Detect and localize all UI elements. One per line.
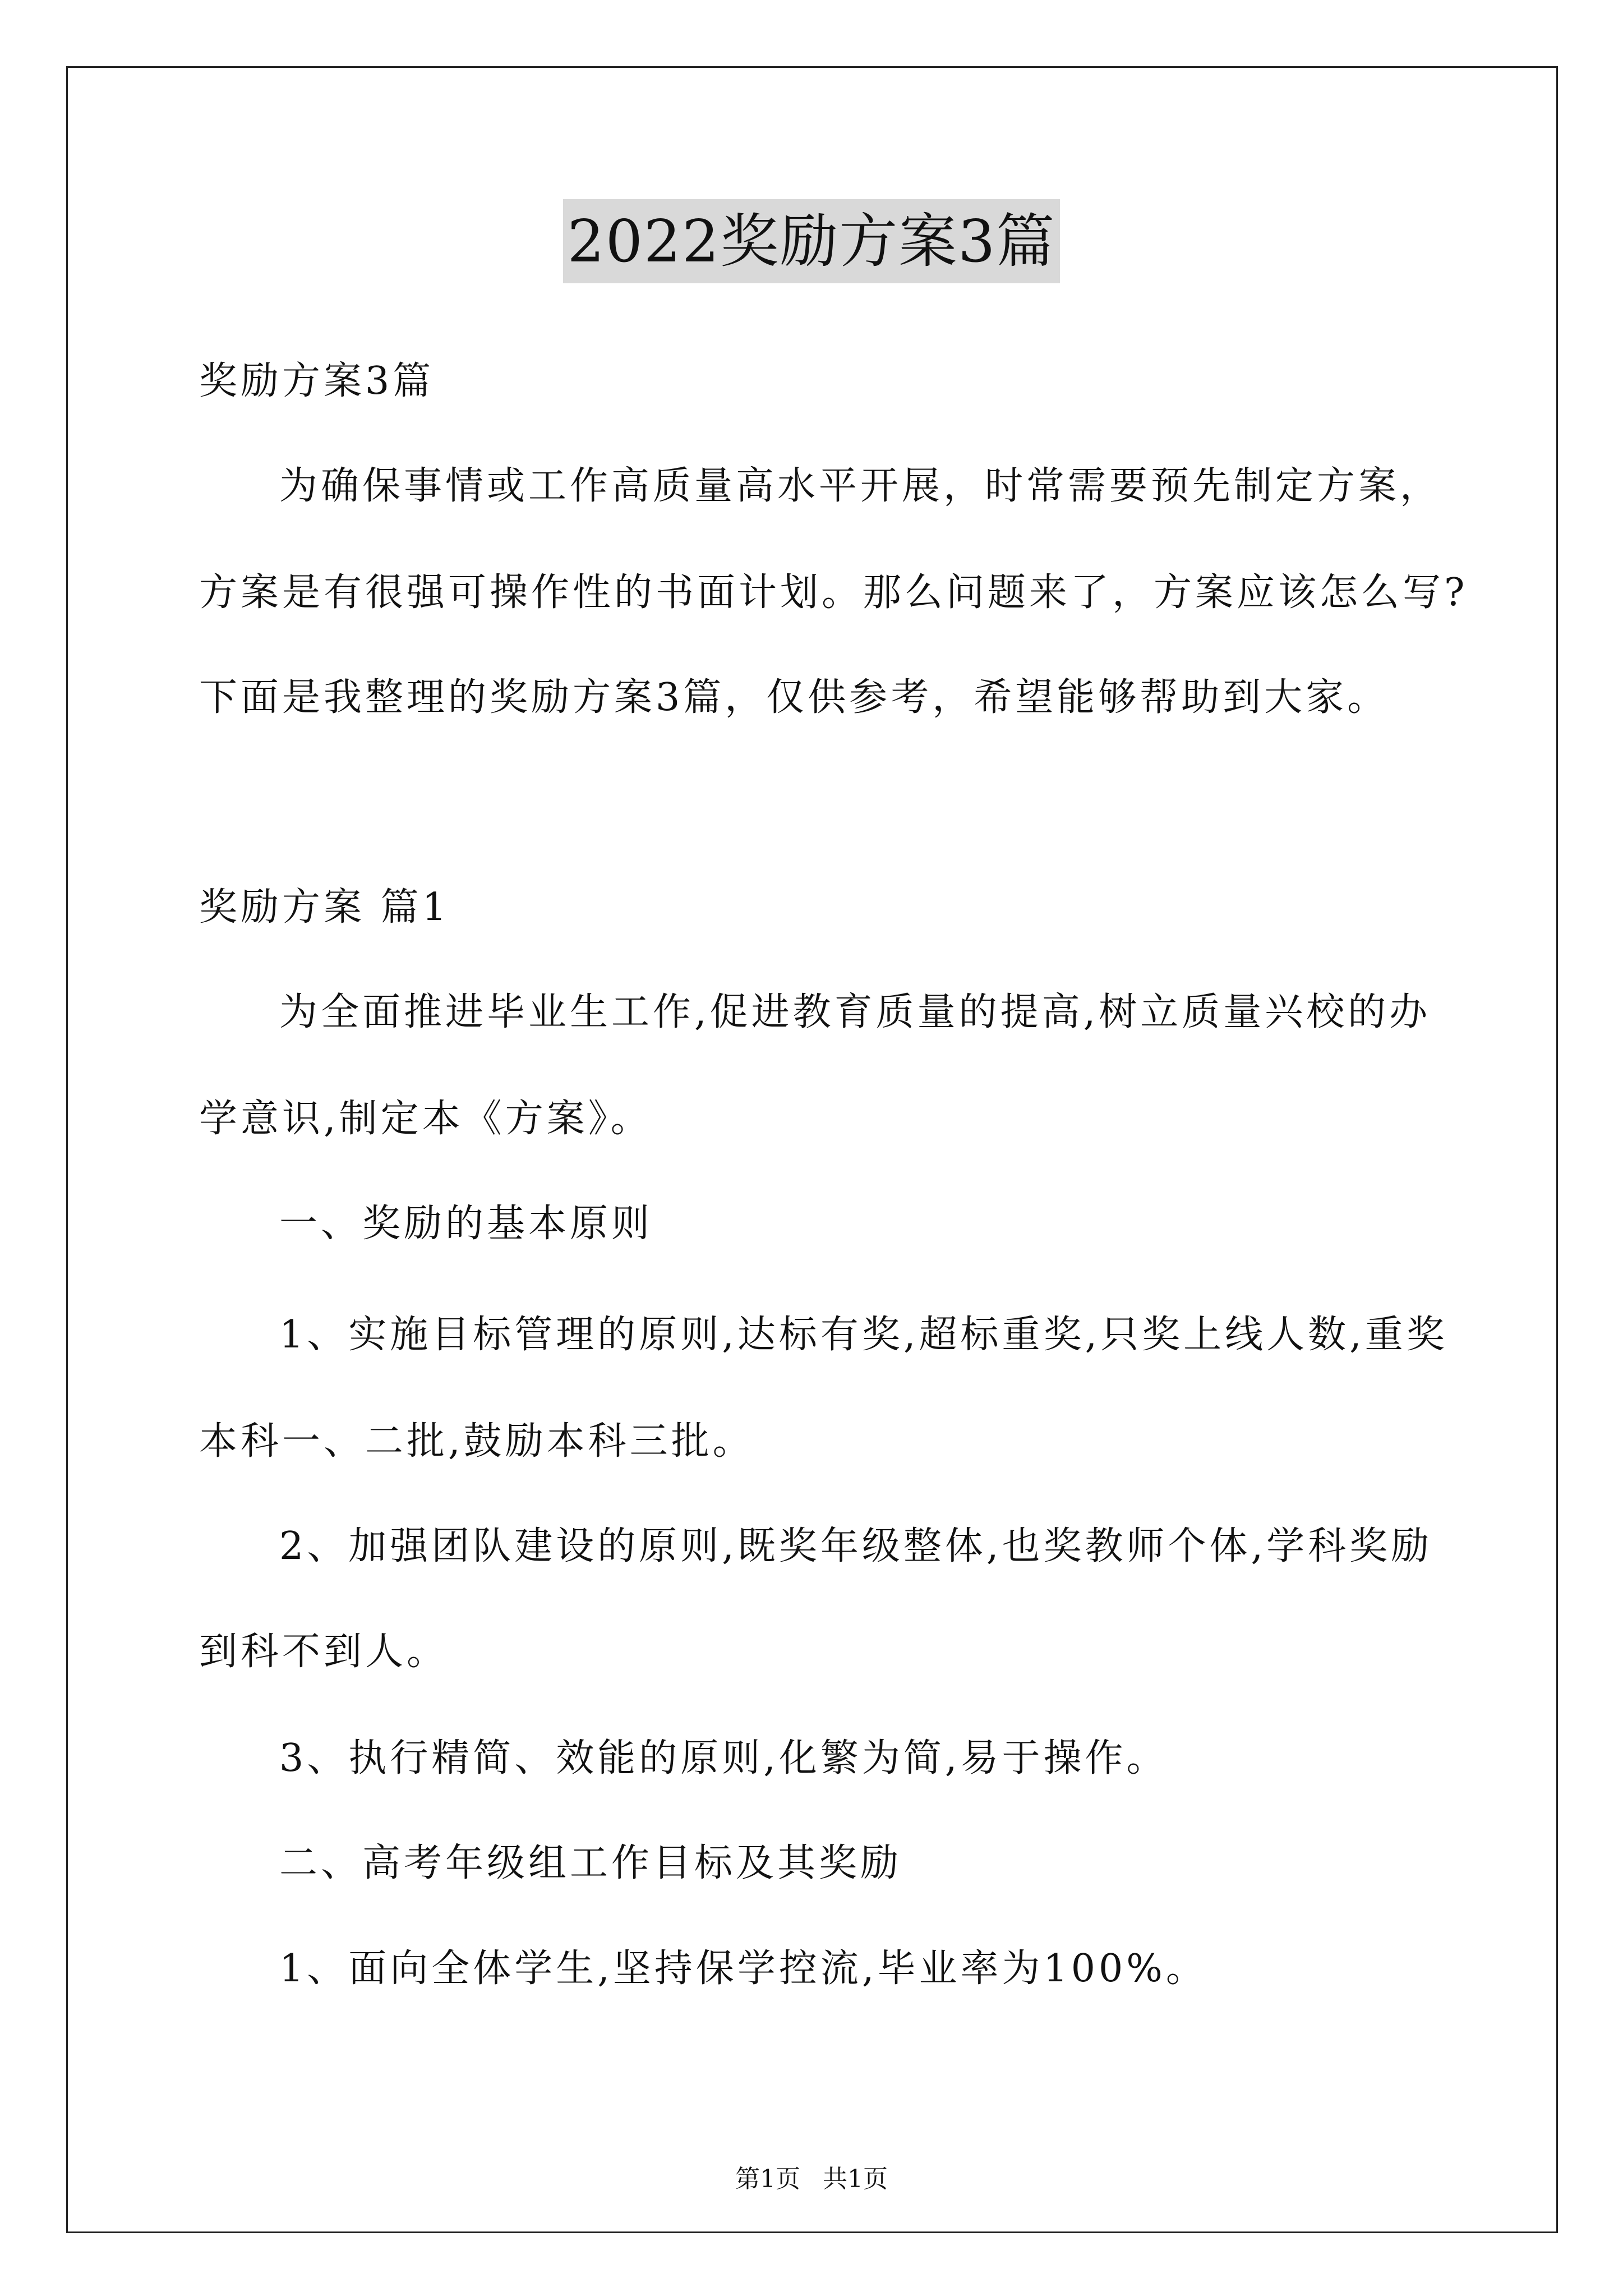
paragraph-line: 方案是有很强可操作性的书面计划。那么问题来了，方案应该怎么写? — [199, 570, 1468, 615]
paragraph-line: 3、执行精简、效能的原则,化繁为简,易于操作。 — [279, 1736, 1168, 1780]
page-number-total: 共1页 — [823, 2165, 888, 2193]
paragraph-line: 一、奖励的基本原则 — [279, 1202, 653, 1246]
paragraph-line: 为全面推进毕业生工作,促进教育质量的提高,树立质量兴校的办 — [279, 990, 1431, 1034]
page-footer — [0, 2162, 1623, 2196]
paragraph-line: 为确保事情或工作高质量高水平开展，时常需要预先制定方案， — [279, 464, 1442, 508]
paragraph-line: 学意识,制定本《方案》。 — [199, 1097, 652, 1141]
paragraph-line: 二、高考年级组工作目标及其奖励 — [279, 1841, 902, 1885]
page-number-current: 第1页 — [735, 2165, 800, 2193]
section-heading: 奖励方案3篇 — [199, 359, 435, 403]
paragraph-line: 1、实施目标管理的原则,达标有奖,超标重奖,只奖上线人数,重奖 — [279, 1313, 1448, 1357]
document-title-wrap — [0, 199, 1623, 283]
section-heading: 奖励方案 篇1 — [199, 885, 450, 930]
paragraph-line: 2、加强团队建设的原则,既奖年级整体,也奖教师个体,学科奖励 — [279, 1524, 1433, 1568]
document-title: 2022奖励方案3篇 — [563, 199, 1061, 283]
paragraph-line: 本科一、二批,鼓励本科三批。 — [199, 1419, 754, 1464]
paragraph-line: 下面是我整理的奖励方案3篇，仅供参考，希望能够帮助到大家。 — [199, 675, 1389, 720]
paragraph-line: 1、面向全体学生,坚持保学控流,毕业率为100%。 — [279, 1947, 1207, 1991]
paragraph-line: 到科不到人。 — [199, 1630, 449, 1674]
